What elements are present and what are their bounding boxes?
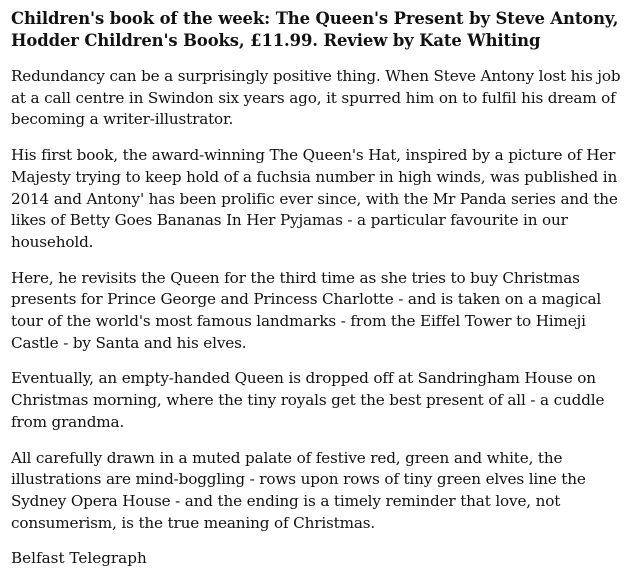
- article-paragraph-3: Here, he revisits the Queen for the third time as she tries to buy Christmas presents for Prince George and Princess Charlotte - and is taken on a magical tour of the world's most famous landmarks - from the Eiffel Tower to Himeji Castle - by Santa and his elves.: [11, 268, 602, 352]
- article-paragraph-5: All carefully drawn in a muted palate of festive red, green and white, the illustrations are mind-boggling - rows upon rows of tiny green elves line the Sydney Opera House - and the ending is a timely reminder that love, not consumerism, is the true meaning of Christmas.: [11, 448, 586, 532]
- article-paragraph-1: Redundancy can be a surprisingly positive thing. When Steve Antony lost his job at a call centre in Swindon six years ago, it spurred him on to fulfil his dream of becoming a writer-illustrator.: [11, 67, 621, 129]
- article-paragraph-4: Eventually, an empty-handed Queen is dropped off at Sandringham House on Christmas morning, where the tiny royals get the best present of all - a cuddle from grandma.: [11, 369, 605, 431]
- article-source: Belfast Telegraph: [11, 549, 147, 568]
- article-paragraph-2: His first book, the award-winning The Queen's Hat, inspired by a picture of Her Majesty trying to keep hold of a fuchsia number in high winds, was published in 2014 and Antony' has been prolific ever since, with the Mr Panda series and the likes of Betty Goes Bananas In Her Pyjamas - a particular favourite in our household.: [11, 146, 618, 251]
- article-headline: Children's book of the week: The Queen's Present by Steve Antony, Hodder Children's Books, £11.99. Review by Kate Whiting: [11, 9, 619, 50]
